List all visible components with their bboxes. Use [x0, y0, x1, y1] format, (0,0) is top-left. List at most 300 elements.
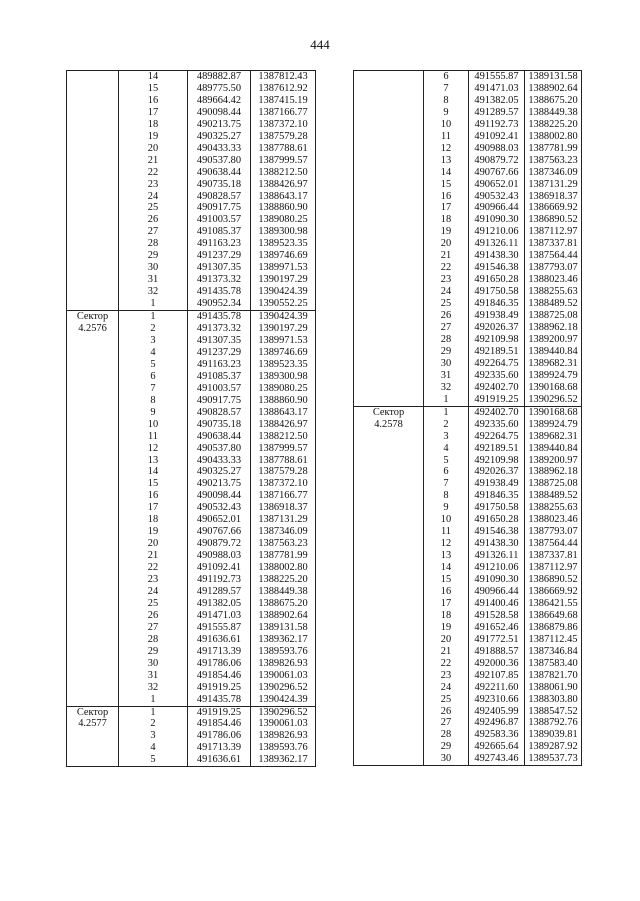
x-coordinate: 490917.75 — [188, 395, 251, 407]
point-number: 4 — [119, 347, 188, 359]
x-coordinate: 489664.42 — [188, 95, 251, 107]
x-coordinate: 490098.44 — [188, 107, 251, 119]
y-coordinate: 1388860.90 — [251, 395, 316, 407]
y-coordinate: 1388675.20 — [525, 95, 582, 107]
y-coordinate: 1387788.61 — [251, 455, 316, 467]
point-number: 5 — [424, 455, 469, 467]
point-number: 3 — [424, 431, 469, 443]
x-coordinate: 491237.29 — [188, 250, 251, 262]
point-number: 24 — [424, 682, 469, 694]
x-coordinate: 490638.44 — [188, 431, 251, 443]
y-coordinate: 1389362.17 — [251, 634, 316, 646]
sector-cell — [354, 406, 424, 766]
x-coordinate: 491438.30 — [469, 250, 525, 262]
x-coordinate: 491210.06 — [469, 562, 525, 574]
y-coordinate: 1387579.28 — [251, 466, 316, 478]
point-number: 21 — [424, 646, 469, 658]
point-number: 24 — [119, 586, 188, 598]
x-coordinate: 491435.78 — [188, 694, 251, 706]
point-number: 15 — [424, 179, 469, 191]
point-number: 2 — [119, 718, 188, 730]
point-number: 23 — [119, 179, 188, 191]
point-number: 27 — [119, 226, 188, 238]
y-coordinate: 1388860.90 — [251, 202, 316, 214]
point-number: 26 — [424, 310, 469, 322]
point-number: 12 — [424, 143, 469, 155]
y-coordinate: 1390424.39 — [251, 311, 316, 323]
point-number: 24 — [119, 191, 188, 203]
y-coordinate: 1386918.37 — [251, 502, 316, 514]
point-number: 29 — [119, 250, 188, 262]
x-coordinate: 489882.87 — [188, 71, 251, 83]
x-coordinate: 491163.23 — [188, 238, 251, 250]
x-coordinate: 491438.30 — [469, 538, 525, 550]
point-number: 3 — [119, 730, 188, 742]
point-number: 25 — [119, 598, 188, 610]
sector-id: 4.2577 — [78, 718, 107, 730]
point-number: 4 — [424, 443, 469, 455]
y-coordinate: 1389924.79 — [525, 370, 582, 382]
y-coordinate: 1390296.52 — [251, 682, 316, 694]
coordinates-table-left — [66, 70, 316, 767]
x-coordinate: 490966.44 — [469, 586, 525, 598]
y-coordinate: 1387579.28 — [251, 131, 316, 143]
x-coordinate: 492402.70 — [469, 382, 525, 394]
point-number: 3 — [119, 335, 188, 347]
point-number: 19 — [119, 526, 188, 538]
x-coordinate: 491373.32 — [188, 323, 251, 335]
point-number: 14 — [119, 466, 188, 478]
x-coordinate: 491652.46 — [469, 622, 525, 634]
x-coordinate: 491085.37 — [188, 226, 251, 238]
point-number: 19 — [119, 131, 188, 143]
point-number: 29 — [119, 646, 188, 658]
x-coordinate: 491650.28 — [469, 274, 525, 286]
sector-label: Сектор — [76, 311, 109, 323]
point-number: 17 — [119, 502, 188, 514]
y-coordinate: 1388449.38 — [251, 586, 316, 598]
y-coordinate: 1386421.55 — [525, 598, 582, 610]
point-number: 15 — [119, 478, 188, 490]
x-coordinate: 490879.72 — [469, 155, 525, 167]
table-row — [67, 311, 316, 323]
point-number: 12 — [424, 538, 469, 550]
x-coordinate: 491546.38 — [469, 526, 525, 538]
sector-cell — [67, 311, 119, 706]
point-number: 26 — [119, 610, 188, 622]
coordinates-table-right — [353, 70, 582, 766]
point-number: 29 — [424, 741, 469, 753]
point-number: 16 — [424, 586, 469, 598]
point-number: 26 — [424, 706, 469, 718]
x-coordinate: 492107.85 — [469, 670, 525, 682]
y-coordinate: 1389200.97 — [525, 334, 582, 346]
y-coordinate: 1389300.98 — [251, 371, 316, 383]
x-coordinate: 490098.44 — [188, 490, 251, 502]
y-coordinate: 1389440.84 — [525, 346, 582, 358]
y-coordinate: 1387793.07 — [525, 526, 582, 538]
y-coordinate: 1389593.76 — [251, 742, 316, 754]
y-coordinate: 1387131.29 — [525, 179, 582, 191]
point-number: 31 — [119, 670, 188, 682]
x-coordinate: 491919.25 — [188, 706, 251, 718]
page-number: 444 — [310, 37, 330, 52]
y-coordinate: 1387612.92 — [251, 83, 316, 95]
x-coordinate: 491750.58 — [469, 502, 525, 514]
x-coordinate: 490828.57 — [188, 191, 251, 203]
y-coordinate: 1386669.92 — [525, 586, 582, 598]
point-number: 21 — [119, 550, 188, 562]
y-coordinate: 1387131.29 — [251, 514, 316, 526]
point-number: 11 — [424, 526, 469, 538]
point-number: 20 — [119, 143, 188, 155]
y-coordinate: 1389080.25 — [251, 383, 316, 395]
y-coordinate: 1387563.23 — [251, 538, 316, 550]
y-coordinate: 1389537.73 — [525, 753, 582, 765]
point-number: 7 — [424, 83, 469, 95]
x-coordinate: 492405.99 — [469, 706, 525, 718]
point-number: 14 — [119, 71, 188, 83]
point-number: 1 — [424, 394, 469, 406]
point-number: 29 — [424, 346, 469, 358]
x-coordinate: 492189.51 — [469, 346, 525, 358]
y-coordinate: 1388449.38 — [525, 107, 582, 119]
point-number: 27 — [424, 717, 469, 729]
point-number: 2 — [424, 419, 469, 431]
y-coordinate: 1389131.58 — [525, 71, 582, 83]
x-coordinate: 490325.27 — [188, 131, 251, 143]
x-coordinate: 490966.44 — [469, 202, 525, 214]
x-coordinate: 491713.39 — [188, 742, 251, 754]
point-number: 2 — [119, 323, 188, 335]
y-coordinate: 1389039.81 — [525, 729, 582, 741]
x-coordinate: 490828.57 — [188, 407, 251, 419]
x-coordinate: 491289.57 — [188, 586, 251, 598]
point-number: 15 — [119, 83, 188, 95]
y-coordinate: 1387337.81 — [525, 238, 582, 250]
y-coordinate: 1389682.31 — [525, 358, 582, 370]
point-number: 5 — [119, 754, 188, 766]
y-coordinate: 1388212.50 — [251, 431, 316, 443]
x-coordinate: 491786.06 — [188, 730, 251, 742]
x-coordinate: 491471.03 — [188, 610, 251, 622]
y-coordinate: 1390168.68 — [525, 406, 582, 418]
point-number: 9 — [119, 407, 188, 419]
point-number: 21 — [424, 250, 469, 262]
point-number: 27 — [424, 322, 469, 334]
y-coordinate: 1390061.03 — [251, 670, 316, 682]
x-coordinate: 490952.34 — [188, 298, 251, 310]
point-number: 31 — [424, 370, 469, 382]
y-coordinate: 1388255.63 — [525, 502, 582, 514]
y-coordinate: 1388962.18 — [525, 322, 582, 334]
y-coordinate: 1389523.35 — [251, 238, 316, 250]
x-coordinate: 492211.60 — [469, 682, 525, 694]
sector-label: Сектор — [372, 406, 405, 418]
point-number: 18 — [119, 514, 188, 526]
x-coordinate: 492026.37 — [469, 322, 525, 334]
y-coordinate: 1389746.69 — [251, 250, 316, 262]
point-number: 7 — [119, 383, 188, 395]
y-coordinate: 1388643.17 — [251, 407, 316, 419]
y-coordinate: 1389440.84 — [525, 443, 582, 455]
y-coordinate: 1387999.57 — [251, 155, 316, 167]
y-coordinate: 1387999.57 — [251, 443, 316, 455]
y-coordinate: 1390197.29 — [251, 323, 316, 335]
point-number: 12 — [119, 443, 188, 455]
y-coordinate: 1387415.19 — [251, 95, 316, 107]
point-number: 18 — [424, 214, 469, 226]
point-number: 22 — [119, 562, 188, 574]
point-number: 30 — [424, 358, 469, 370]
y-coordinate: 1388212.50 — [251, 167, 316, 179]
y-coordinate: 1388002.80 — [525, 131, 582, 143]
point-number: 1 — [119, 298, 188, 310]
x-coordinate: 490532.43 — [469, 191, 525, 203]
y-coordinate: 1389682.31 — [525, 431, 582, 443]
y-coordinate: 1387346.09 — [251, 526, 316, 538]
point-number: 32 — [424, 382, 469, 394]
y-coordinate: 1387563.23 — [525, 155, 582, 167]
point-number: 1 — [119, 694, 188, 706]
y-coordinate: 1388002.80 — [251, 562, 316, 574]
y-coordinate: 1387793.07 — [525, 262, 582, 274]
point-number: 8 — [119, 395, 188, 407]
y-coordinate: 1388725.08 — [525, 310, 582, 322]
y-coordinate: 1386890.52 — [525, 574, 582, 586]
point-number: 14 — [424, 562, 469, 574]
point-number: 30 — [119, 262, 188, 274]
x-coordinate: 491090.30 — [469, 214, 525, 226]
y-coordinate: 1388255.63 — [525, 286, 582, 298]
y-coordinate: 1386669.92 — [525, 202, 582, 214]
x-coordinate: 491400.46 — [469, 598, 525, 610]
x-coordinate: 491636.61 — [188, 634, 251, 646]
point-number: 18 — [119, 119, 188, 131]
point-number: 16 — [424, 191, 469, 203]
x-coordinate: 492109.98 — [469, 455, 525, 467]
y-coordinate: 1386879.86 — [525, 622, 582, 634]
x-coordinate: 492335.60 — [469, 419, 525, 431]
x-coordinate: 491382.05 — [188, 598, 251, 610]
y-coordinate: 1389287.92 — [525, 741, 582, 753]
y-coordinate: 1387346.84 — [525, 646, 582, 658]
point-number: 15 — [424, 574, 469, 586]
x-coordinate: 490325.27 — [188, 466, 251, 478]
y-coordinate: 1388489.52 — [525, 298, 582, 310]
x-coordinate: 490213.75 — [188, 478, 251, 490]
y-coordinate: 1388023.46 — [525, 514, 582, 526]
x-coordinate: 492189.51 — [469, 443, 525, 455]
x-coordinate: 490537.80 — [188, 155, 251, 167]
table-row — [354, 406, 582, 418]
y-coordinate: 1388725.08 — [525, 478, 582, 490]
x-coordinate: 490638.44 — [188, 167, 251, 179]
y-coordinate: 1390296.52 — [525, 394, 582, 406]
x-coordinate: 490767.66 — [188, 526, 251, 538]
point-number: 13 — [424, 550, 469, 562]
x-coordinate: 491289.57 — [469, 107, 525, 119]
y-coordinate: 1389826.93 — [251, 658, 316, 670]
y-coordinate: 1388061.90 — [525, 682, 582, 694]
point-number: 25 — [424, 694, 469, 706]
y-coordinate: 1389200.97 — [525, 455, 582, 467]
point-number: 19 — [424, 226, 469, 238]
x-coordinate: 490213.75 — [188, 119, 251, 131]
x-coordinate: 492335.60 — [469, 370, 525, 382]
point-number: 28 — [119, 238, 188, 250]
y-coordinate: 1387112.97 — [525, 562, 582, 574]
point-number: 22 — [119, 167, 188, 179]
x-coordinate: 491003.57 — [188, 383, 251, 395]
sector-label: Сектор — [76, 706, 109, 718]
x-coordinate: 491713.39 — [188, 646, 251, 658]
point-number: 1 — [424, 406, 469, 418]
point-number: 11 — [424, 131, 469, 143]
x-coordinate: 491237.29 — [188, 347, 251, 359]
y-coordinate: 1388426.97 — [251, 419, 316, 431]
x-coordinate: 492496.87 — [469, 717, 525, 729]
point-number: 31 — [119, 274, 188, 286]
point-number: 26 — [119, 214, 188, 226]
x-coordinate: 491650.28 — [469, 514, 525, 526]
y-coordinate: 1388023.46 — [525, 274, 582, 286]
point-number: 21 — [119, 155, 188, 167]
x-coordinate: 490988.03 — [469, 143, 525, 155]
x-coordinate: 491938.49 — [469, 478, 525, 490]
x-coordinate: 491210.06 — [469, 226, 525, 238]
y-coordinate: 1389362.17 — [251, 754, 316, 766]
x-coordinate: 490735.18 — [188, 419, 251, 431]
point-number: 1 — [119, 706, 188, 718]
x-coordinate: 492743.46 — [469, 753, 525, 765]
sector-id: 4.2576 — [78, 323, 107, 335]
point-number: 20 — [119, 538, 188, 550]
y-coordinate: 1386918.37 — [525, 191, 582, 203]
x-coordinate: 490917.75 — [188, 202, 251, 214]
x-coordinate: 491750.58 — [469, 286, 525, 298]
x-coordinate: 491307.35 — [188, 335, 251, 347]
point-number: 24 — [424, 286, 469, 298]
y-coordinate: 1387788.61 — [251, 143, 316, 155]
point-number: 17 — [424, 202, 469, 214]
y-coordinate: 1388225.20 — [251, 574, 316, 586]
y-coordinate: 1389523.35 — [251, 359, 316, 371]
x-coordinate: 490652.01 — [188, 514, 251, 526]
x-coordinate: 491092.41 — [469, 131, 525, 143]
x-coordinate: 491326.11 — [469, 238, 525, 250]
y-coordinate: 1390552.25 — [251, 298, 316, 310]
y-coordinate: 1387781.99 — [525, 143, 582, 155]
y-coordinate: 1389971.53 — [251, 262, 316, 274]
x-coordinate: 491846.35 — [469, 298, 525, 310]
x-coordinate: 492583.36 — [469, 729, 525, 741]
point-number: 13 — [424, 155, 469, 167]
x-coordinate: 492264.75 — [469, 358, 525, 370]
x-coordinate: 491919.25 — [469, 394, 525, 406]
y-coordinate: 1387166.77 — [251, 107, 316, 119]
y-coordinate: 1389826.93 — [251, 730, 316, 742]
x-coordinate: 491919.25 — [188, 682, 251, 694]
y-coordinate: 1387564.44 — [525, 250, 582, 262]
x-coordinate: 492665.64 — [469, 741, 525, 753]
y-coordinate: 1387346.09 — [525, 167, 582, 179]
point-number: 20 — [424, 238, 469, 250]
point-number: 22 — [424, 262, 469, 274]
x-coordinate: 490735.18 — [188, 179, 251, 191]
x-coordinate: 491192.73 — [188, 574, 251, 586]
x-coordinate: 492026.37 — [469, 466, 525, 478]
x-coordinate: 491092.41 — [188, 562, 251, 574]
point-number: 19 — [424, 622, 469, 634]
x-coordinate: 490433.33 — [188, 455, 251, 467]
y-coordinate: 1390061.03 — [251, 718, 316, 730]
point-number: 22 — [424, 658, 469, 670]
point-number: 16 — [119, 95, 188, 107]
point-number: 32 — [119, 286, 188, 298]
y-coordinate: 1387781.99 — [251, 550, 316, 562]
point-number: 23 — [424, 670, 469, 682]
x-coordinate: 491192.73 — [469, 119, 525, 131]
y-coordinate: 1386649.68 — [525, 610, 582, 622]
point-number: 4 — [119, 742, 188, 754]
point-number: 25 — [119, 202, 188, 214]
y-coordinate: 1387372.10 — [251, 119, 316, 131]
y-coordinate: 1389924.79 — [525, 419, 582, 431]
point-number: 6 — [424, 71, 469, 83]
point-number: 11 — [119, 431, 188, 443]
x-coordinate: 491435.78 — [188, 311, 251, 323]
x-coordinate: 491555.87 — [188, 622, 251, 634]
point-number: 13 — [119, 455, 188, 467]
table-row — [67, 706, 316, 718]
y-coordinate: 1390168.68 — [525, 382, 582, 394]
point-number: 9 — [424, 107, 469, 119]
x-coordinate: 491163.23 — [188, 359, 251, 371]
point-number: 10 — [424, 514, 469, 526]
y-coordinate: 1390424.39 — [251, 286, 316, 298]
sector-id: 4.2578 — [374, 418, 403, 430]
point-number: 9 — [424, 502, 469, 514]
x-coordinate: 492402.70 — [469, 406, 525, 418]
x-coordinate: 490537.80 — [188, 443, 251, 455]
x-coordinate: 491846.35 — [469, 490, 525, 502]
point-number: 8 — [424, 95, 469, 107]
x-coordinate: 491090.30 — [469, 574, 525, 586]
x-coordinate: 491382.05 — [469, 95, 525, 107]
point-number: 20 — [424, 634, 469, 646]
x-coordinate: 491546.38 — [469, 262, 525, 274]
y-coordinate: 1388902.64 — [251, 610, 316, 622]
y-coordinate: 1389593.76 — [251, 646, 316, 658]
x-coordinate: 491636.61 — [188, 754, 251, 766]
point-number: 6 — [424, 466, 469, 478]
table-row — [67, 71, 316, 83]
x-coordinate: 490532.43 — [188, 502, 251, 514]
y-coordinate: 1387372.10 — [251, 478, 316, 490]
x-coordinate: 491786.06 — [188, 658, 251, 670]
y-coordinate: 1388643.17 — [251, 191, 316, 203]
y-coordinate: 1388303.80 — [525, 694, 582, 706]
y-coordinate: 1388225.20 — [525, 119, 582, 131]
x-coordinate: 491528.58 — [469, 610, 525, 622]
y-coordinate: 1390296.52 — [251, 706, 316, 718]
point-number: 17 — [424, 598, 469, 610]
y-coordinate: 1390197.29 — [251, 274, 316, 286]
point-number: 10 — [424, 119, 469, 131]
point-number: 5 — [119, 359, 188, 371]
y-coordinate: 1388675.20 — [251, 598, 316, 610]
